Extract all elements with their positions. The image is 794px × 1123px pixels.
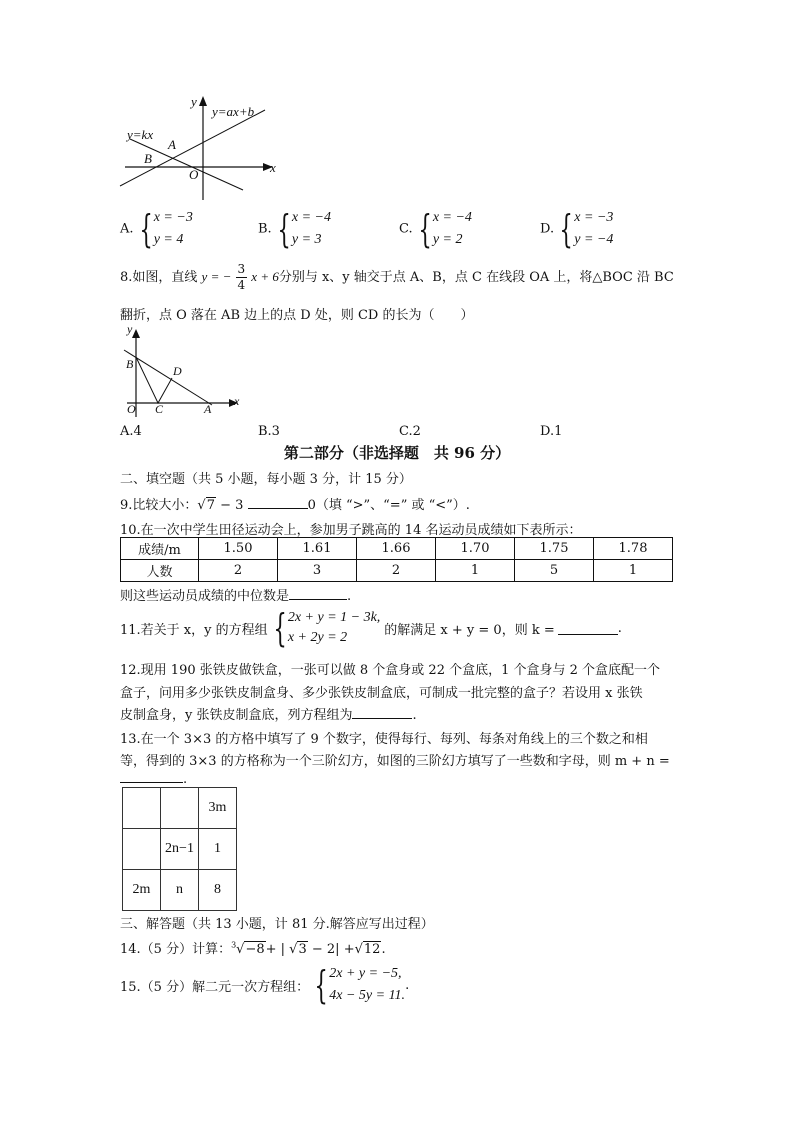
q7-origin: O: [189, 167, 199, 182]
score-cell: 1.66: [357, 538, 436, 560]
q15: [120, 963, 409, 1007]
period: .: [183, 772, 188, 787]
q8-option-d: D.1: [540, 424, 563, 439]
q14-op1: + |: [265, 942, 286, 957]
part2-heading: 第二部分（非选择题 共 96 分）: [283, 444, 511, 462]
q8-y-label: y: [127, 322, 133, 336]
period: .: [347, 589, 352, 604]
q8-option-b: B.3: [258, 424, 280, 439]
q8-eq-rhs: x + 6: [251, 269, 279, 284]
q10-after: [120, 585, 351, 604]
q9-answer-blank[interactable]: [248, 496, 308, 509]
score-cell: 1.50: [199, 538, 278, 560]
q12-line2: 盒子，问用多少张铁皮制盒身、多少张铁皮制盒底，可制成一批完整的盒子？若设用 x 张铁: [120, 686, 643, 701]
count-cell: 5: [515, 560, 594, 582]
section2-title: 二、填空题（共 5 小题，每小题 3 分，计 15 分）: [120, 472, 412, 487]
option-x: x = −4: [432, 210, 472, 225]
grid-cell: [161, 788, 199, 829]
option-label: D.: [540, 221, 555, 237]
y-axis-arrow-icon: [132, 329, 140, 338]
q11-answer-blank[interactable]: [558, 622, 618, 635]
q14: 14.（5 分）计算：$^3$√−8+ | √3 − 2| +√12.: [120, 940, 386, 957]
q14-term2: 3: [298, 942, 307, 957]
brace: {: [277, 207, 291, 251]
q13-line2: 等，得到的 3×3 的方格称为一个三阶幻方，如图的三阶幻方填写了一些数和字母，则 m + n =: [120, 754, 670, 769]
option-label: A.: [120, 221, 134, 237]
grid-cell: [123, 829, 161, 870]
score-cell: 1.61: [278, 538, 357, 560]
q9-prefix: 9.比较大小：: [120, 498, 198, 513]
q12-line1: 12.现用 190 张铁皮做铁盒，一张可以做 8 个盒身或 22 个盒底，1 个盒身与 2 个盒底配一个: [120, 663, 661, 678]
count-cell: 2: [199, 560, 278, 582]
q15-eq1: 2x + y = −5,: [329, 966, 402, 981]
header-cell: 成绩/m: [121, 538, 199, 560]
q13-answer-blank[interactable]: [120, 770, 183, 783]
q8-x-label: x: [234, 394, 240, 408]
line-ab: [124, 350, 212, 405]
q13-magic-square: [122, 787, 237, 911]
q12-line3: [120, 704, 417, 723]
q7-option-d: [540, 207, 613, 251]
q11-eq1: 2x + y = 1 − 3k,: [287, 610, 381, 625]
grid-cell: 8: [199, 870, 237, 911]
q8-fraction: [236, 262, 248, 293]
q7-graph-figure: [115, 92, 290, 202]
q15-eq2: 4x − 5y = 11.: [329, 988, 406, 1003]
q11: [120, 608, 622, 648]
option-x: x = −4: [291, 210, 331, 225]
section3-title: 三、解答题（共 13 小题，计 81 分.解答应写出过程）: [120, 917, 434, 932]
q12-answer-blank[interactable]: [352, 706, 412, 719]
q10-after-text: 则这些运动员成绩的中位数是: [120, 589, 290, 604]
q8-prefix: 8.如图，直线: [120, 270, 198, 285]
option-label: B.: [258, 221, 272, 237]
q12-line3-text: 皮制盒身，y 张铁皮制盒底，列方程组为: [120, 708, 353, 723]
q8-point-c: C: [155, 402, 164, 416]
q9-radicand: 7: [206, 498, 215, 513]
q14-term3: 12: [363, 942, 381, 957]
q10-answer-blank[interactable]: [289, 587, 347, 600]
q7-line2-label: y=kx: [127, 127, 154, 142]
q7-point-a: A: [168, 137, 176, 152]
count-cell: 2: [357, 560, 436, 582]
q9-after: − 3: [220, 498, 244, 513]
option-y: y = 3: [291, 232, 322, 247]
brace: {: [314, 963, 328, 1007]
q7-option-c: [399, 207, 472, 251]
table-row: [123, 829, 237, 870]
period: .: [405, 977, 410, 993]
q8-point-b: B: [126, 357, 134, 371]
grid-cell: n: [161, 870, 199, 911]
q8-text1: 分别与 x、y 轴交于点 A、B，点 C 在线段 OA 上，将△BOC 沿 BC: [278, 270, 674, 285]
q7-option-a: [120, 207, 193, 251]
q9: 9.比较大小：√7 − 3 0（填 “>”、“=” 或 “<”）.: [120, 498, 470, 513]
score-cell: 1.75: [515, 538, 594, 560]
period: .: [381, 942, 386, 957]
score-cell: 1.78: [594, 538, 673, 560]
option-label: C.: [399, 221, 413, 237]
fold-bcd: [136, 357, 172, 403]
q8-line2: 翻折，点 O 落在 AB 边上的点 D 处，则 CD 的长为（ ）: [120, 308, 474, 323]
q9-suffix: 0（填 “>”、“=” 或 “<”）.: [307, 498, 470, 513]
q8-option-c: C.2: [399, 424, 421, 439]
numerator: 3: [237, 262, 246, 276]
count-cell: 1: [436, 560, 515, 582]
q13-line1: 13.在一个 3×3 的方格中填写了 9 个数字，使得每行、每列、每条对角线上的三个数之和相: [120, 732, 648, 747]
q11-middle: 的解满足 x + y = 0，则 k =: [384, 622, 555, 638]
q8-option-a: A.4: [120, 424, 142, 439]
option-x: x = −3: [574, 210, 614, 225]
option-x: x = −3: [153, 210, 193, 225]
q13-line3: [120, 770, 187, 787]
grid-cell: 1: [199, 829, 237, 870]
grid-cell: 2m: [123, 870, 161, 911]
cube-root-index: 3: [231, 940, 237, 950]
q14-prefix: 14.（5 分）计算：: [120, 942, 232, 957]
table-row: [123, 788, 237, 829]
brace: {: [418, 207, 432, 251]
count-cell: 3: [278, 560, 357, 582]
brace: {: [138, 207, 153, 251]
y-axis-arrow-icon: [199, 96, 207, 106]
q11-prefix: 11.若关于 x，y 的方程组: [120, 622, 268, 638]
q15-prefix: 15.（5 分）解二元一次方程组：: [120, 979, 310, 995]
grid-cell: 2n−1: [161, 829, 199, 870]
header-cell: 人数: [121, 560, 199, 582]
q8-point-a: A: [204, 402, 212, 416]
table-row: [121, 538, 673, 560]
period: .: [412, 708, 417, 723]
q7-option-b: [258, 207, 331, 251]
grid-cell: 3m: [199, 788, 237, 829]
q8-origin: O: [127, 402, 136, 416]
q7-y-label: y: [191, 94, 197, 109]
option-y: y = −4: [574, 232, 614, 247]
brace: {: [273, 606, 287, 650]
option-y: y = 2: [432, 232, 463, 247]
q14-term1: −8: [245, 942, 265, 957]
grid-cell: [123, 788, 161, 829]
q8-graph-figure: [120, 325, 250, 420]
q8-line1: [120, 262, 674, 293]
q8-point-d: D: [173, 364, 182, 378]
option-y: y = 4: [153, 232, 184, 247]
q14-op2: − 2| +: [311, 942, 355, 957]
q11-eq2: x + 2y = 2: [287, 630, 348, 645]
score-cell: 1.70: [436, 538, 515, 560]
count-cell: 1: [594, 560, 673, 582]
q10-score-table: [120, 537, 673, 582]
q7-x-label: x: [270, 160, 276, 175]
q8-eq-lhs: y = −: [201, 269, 232, 284]
table-row: [121, 560, 673, 582]
q7-point-b: B: [144, 151, 152, 166]
denominator: 4: [237, 278, 246, 292]
period: .: [617, 620, 622, 636]
q7-line1-label: y=ax+b: [212, 104, 255, 119]
q10-text: 10.在一次中学生田径运动会上，参加男子跳高的 14 名运动员成绩如下表所示：: [120, 523, 582, 538]
table-row: [123, 870, 237, 911]
brace: {: [559, 207, 573, 251]
